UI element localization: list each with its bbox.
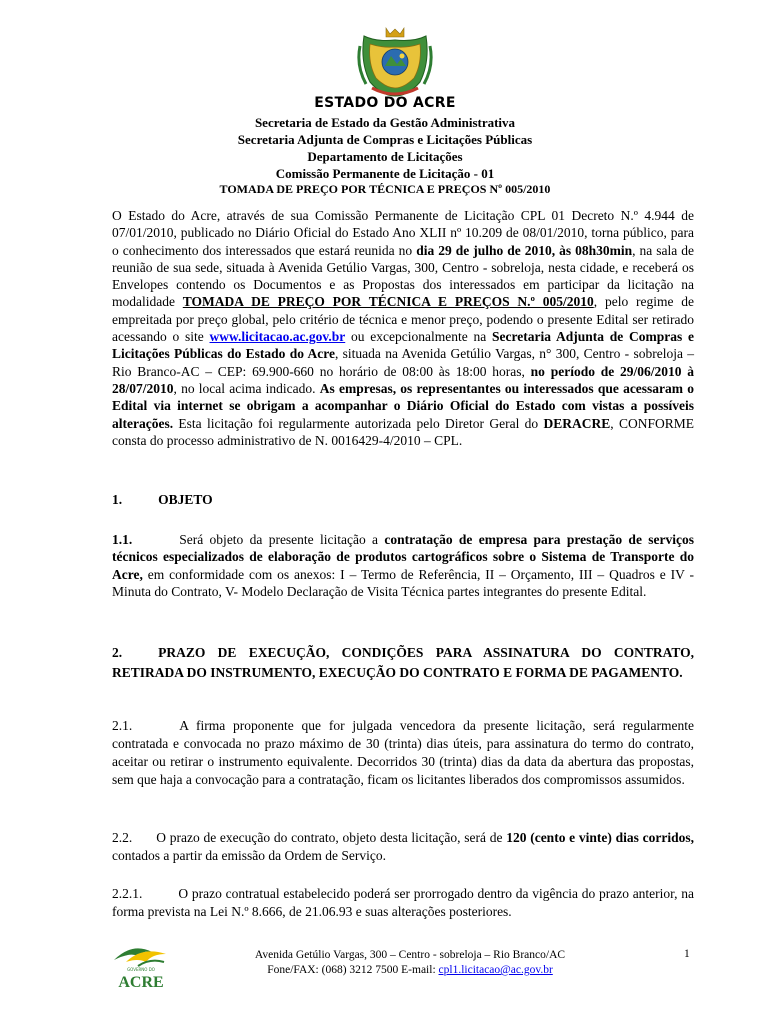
licitacao-site-link[interactable]: www.licitacao.ac.gov.br (209, 329, 346, 345)
section-text: Será objeto da presente licitação a (179, 532, 385, 547)
acre-logo-icon (114, 948, 166, 990)
availability-period: no período de 29/06/2010 à 28/07/2010 (112, 363, 694, 396)
section-number: 2.1. (112, 718, 133, 733)
state-coat-of-arms (356, 26, 434, 98)
acre-government-logo (108, 940, 174, 990)
official-gazette-notice: As empresas, os representantes ou interessados que acessaram o Edital via internet se obrigam a acompanhar o Diário Oficial do Estado com vistas a possíveis alterações. (112, 380, 694, 431)
contract-object: contratação de empresa para prestação de serviços técnicos especializados de elaboração de produtos cartográficos sobre o Sistema de Transporte do Acre, (112, 532, 694, 582)
acre-logo-text: ACRE (118, 974, 164, 990)
section-title: PRAZO DE EXECUÇÃO, CONDIÇÕES PARA ASSINATURA DO CONTRATO, RETIRADA DO INSTRUMENTO, EXECUÇÃO DO CONTRATO E FORMA DE PAGAMENTO. (112, 645, 694, 680)
section-text: contados a partir da emissão da Ordem de Serviço. (112, 848, 387, 863)
section-number: 2.2.1. (112, 886, 143, 901)
deracre-name: DERACRE (543, 415, 611, 431)
execution-period: 120 (cento e vinte) dias corridos, (506, 830, 695, 845)
footer-contact (220, 948, 600, 978)
footer-email-link[interactable]: cpl1.licitacao@ac.gov.br (438, 964, 553, 976)
section-1-1 (112, 531, 694, 600)
section-2-heading (112, 643, 694, 683)
section-text: em conformidade com os anexos: I – Termo de Referência, II – Orçamento, III – Quadros e IV - Minuta do Contrato, V- Modelo Declaração de Visita Técnica partes integrantes do presente Edital. (112, 566, 694, 599)
footer-address: Avenida Getúlio Vargas, 300 – Centro - sobreloja – Rio Branco/AC (254, 949, 566, 961)
page-number: 1 (684, 948, 690, 960)
tender-modality: TOMADA DE PREÇO POR TÉCNICA E PREÇOS N.º 005/2010 (182, 294, 594, 310)
section-number: 2.2. (112, 830, 133, 845)
section-text: O prazo contratual estabelecido poderá ser prorrogado dentro da vigência do prazo anterior, na forma prevista na Lei N.º 8.666, de 21.06.93 e suas alterações posteriores. (112, 886, 694, 919)
state-title: ESTADO DO ACRE (314, 95, 456, 111)
section-text: A firma proponente que for julgada vencedora da presente licitação, será regularmente contratada e convocada no prazo máximo de 30 (trinta) dias úteis, para assinatura do termo do contrato, aceitar ou retirar o instrumento equivalente. Decorridos 30 (trinta) dias da data da abertura das propostas, sem que haja a convocação para a contratação, ficam os licitantes liberados dos compromissos assumidos. (112, 718, 694, 787)
tender-title: TOMADA DE PREÇO POR TÉCNICA E PREÇOS Nº 005/2010 (219, 182, 551, 196)
secretariat-name: Secretaria Adjunta de Compras e Licitações Públicas do Estado do Acre (112, 329, 694, 362)
coat-of-arms-icon (359, 28, 431, 96)
section-text: O prazo de execução do contrato, objeto desta licitação, será de (156, 830, 507, 845)
intro-text: O Estado do Acre, através de sua Comissão Permanente de Licitação CPL 01 Decreto N.º 4.944 de 07/01/2010, publicado no Diário Oficial do Estado Ano XLII nº 10.209 de 08/01/2010, torna público, para o conhecimento dos interessados que estará reunida no (112, 208, 694, 258)
svg-text:GOVERNO DO: GOVERNO DO (127, 967, 155, 972)
section-number: 1. (112, 492, 123, 507)
intro-text: , na sala de reunião de sua sede, situada à Avenida Getúlio Vargas, 300, Centro - sobreloja, nesta cidade, e receberá os Envelopes contendo os Documentos e as Propostas dos interessados em participar da licitação na modalidade (112, 242, 694, 310)
secretariat-line: Secretaria de Estado da Gestão Administrativa (254, 115, 516, 130)
intro-text: , no local acima indicado. (173, 380, 320, 396)
section-2-2 (112, 829, 694, 865)
commission-line: Comissão Permanente de Licitação - 01 (275, 166, 495, 181)
session-date: dia 29 de julho de 2010, às 08h30min (416, 242, 633, 258)
footer-phone: Fone/FAX: (068) 3212 7500 E-mail: (267, 964, 439, 976)
section-1-heading (112, 491, 694, 508)
department-line: Departamento de Licitações (307, 149, 463, 164)
intro-text: ou excepcionalmente na (345, 329, 492, 345)
section-number: 2. (112, 645, 123, 660)
intro-text: , pelo regime de empreitada por preço global, pelo critério de técnica e menor preço, podendo o presente Edital ser retirado acessando o site (112, 294, 695, 345)
adjunct-secretariat-line: Secretaria Adjunta de Compras e Licitações Públicas (237, 132, 533, 147)
section-2-1 (112, 717, 694, 789)
intro-paragraph (112, 207, 694, 449)
section-title: OBJETO (158, 492, 213, 507)
section-2-2-1 (112, 885, 694, 921)
intro-text: Esta licitação foi regularmente autorizada pelo Diretor Geral do (173, 415, 544, 431)
intro-text: , CONFORME consta do processo administrativo de N. 0016429-4/2010 – CPL. (112, 415, 695, 448)
intro-text: , situada na Avenida Getúlio Vargas, n° 300, Centro - sobreloja – Rio Branco-AC – CEP: 69.900-660 no horário de 08:00 às 18:00 horas, (112, 346, 694, 379)
section-number: 1.1. (112, 532, 133, 547)
